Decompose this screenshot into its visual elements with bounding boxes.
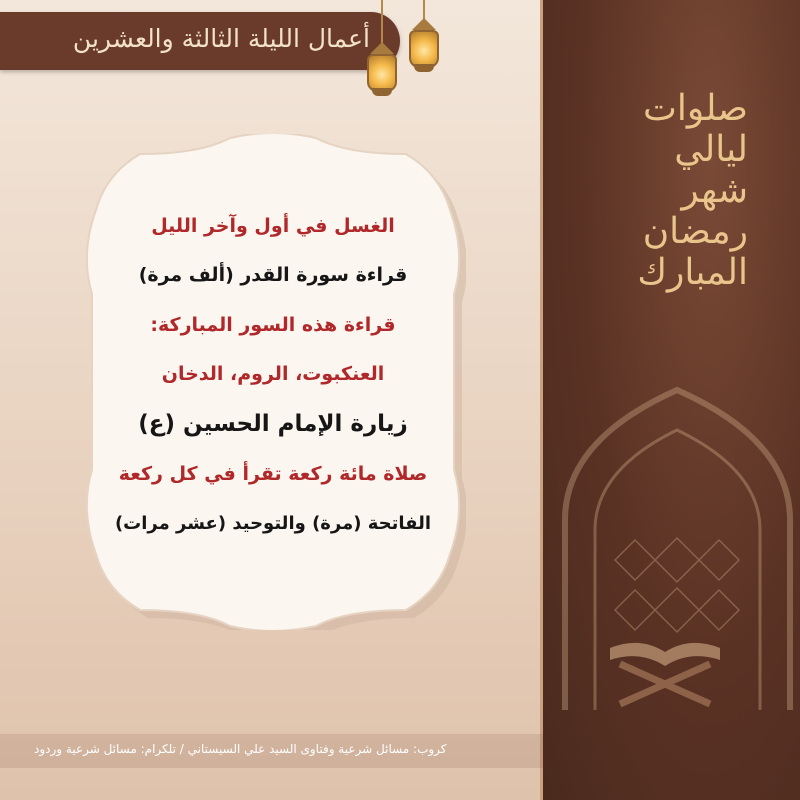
card-line: العنكبوت، الروم، الدخان <box>161 363 385 386</box>
side-title-line: المبارك <box>637 252 748 293</box>
card-content <box>90 215 456 534</box>
side-title-line: شهر <box>681 170 748 211</box>
hanging-lantern-icon <box>362 0 402 100</box>
card-line: زيارة الإمام الحسين (ع) <box>138 411 408 438</box>
card-line: الغسل في أول وآخر الليل <box>151 215 395 237</box>
panel-divider <box>540 0 543 800</box>
header-banner <box>0 12 400 70</box>
footer-credit: كروب: مسائل شرعية وفتاوى السيد علي السيستاني / تلكرام: مسائل شرعية وردود <box>34 742 447 756</box>
side-title-line: صلوات <box>643 88 748 129</box>
card-line: صلاة مائة ركعة تقرأ في كل ركعة <box>118 462 428 485</box>
side-title-line: ليالي <box>674 129 748 170</box>
card-line: الفاتحة (مرة) والتوحيد (عشر مرات) <box>114 512 432 534</box>
side-title-line: رمضان <box>642 211 748 252</box>
page-title: أعمال الليلة الثالثة والعشرين <box>72 24 370 53</box>
side-title <box>598 88 748 293</box>
hanging-lantern-icon <box>404 0 444 72</box>
open-quran-on-stand-icon <box>600 608 730 708</box>
card-line: قراءة هذه السور المباركة: <box>150 313 396 336</box>
card-line: قراءة سورة القدر (ألف مرة) <box>138 263 408 286</box>
